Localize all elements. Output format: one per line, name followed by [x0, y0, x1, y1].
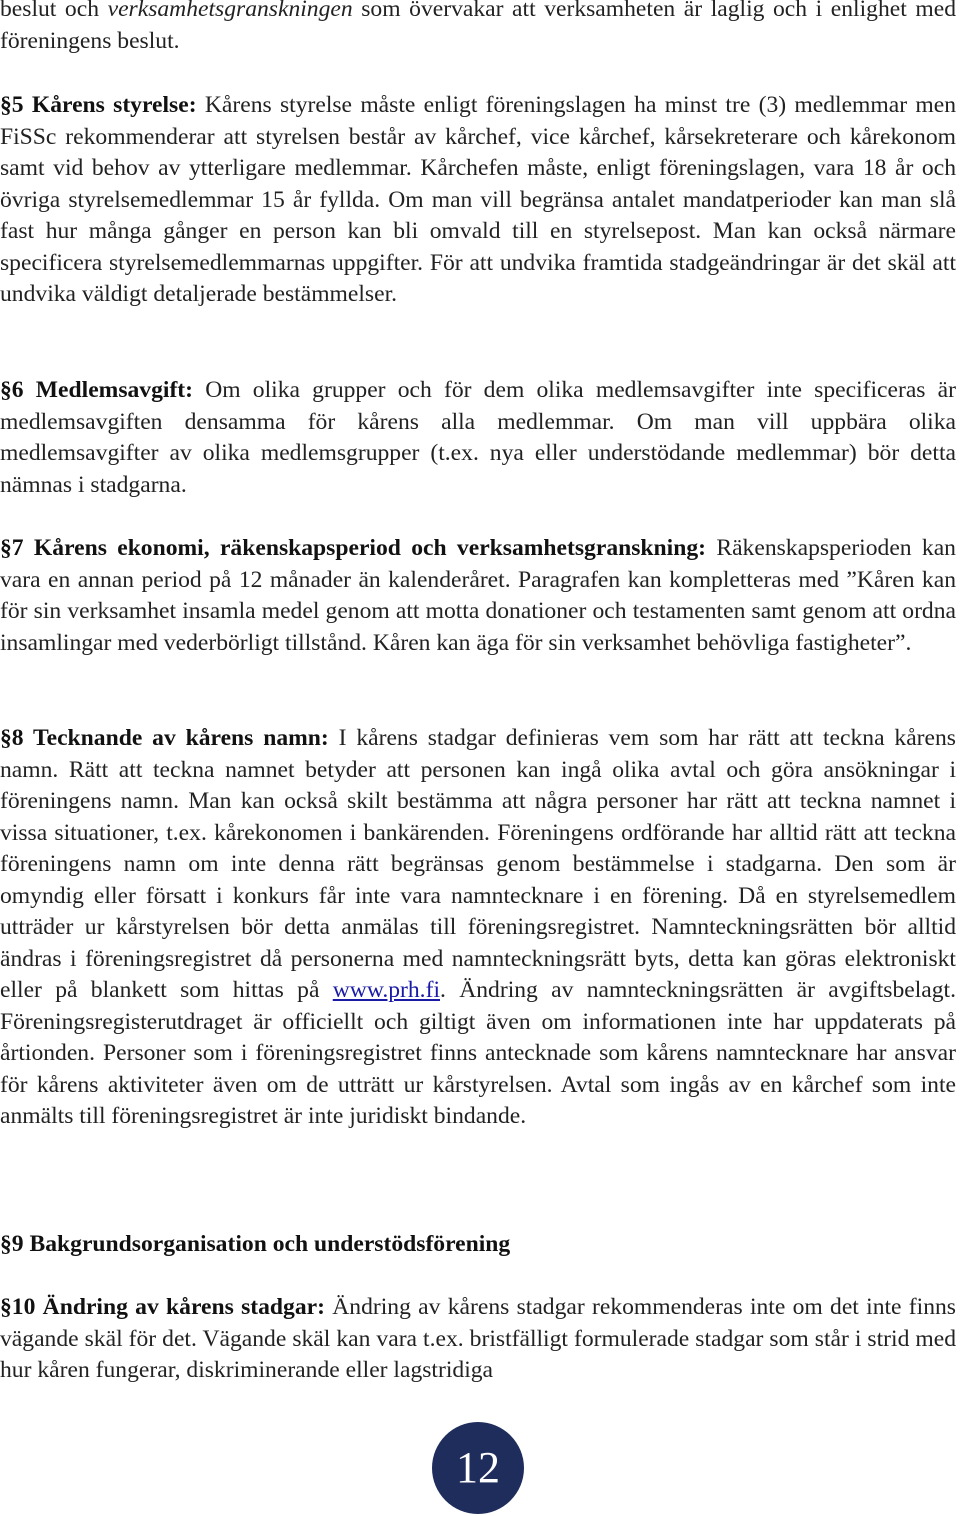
intro-paragraph — [0, 0, 956, 57]
section-7-body: Räkenskapsperioden kan vara en annan period på 12 månader än kalenderåret. Paragrafen kan kompletteras med ”Kåren kan för sin verksamhet insamla medel genom att motta donationer och testamenten samt genom att ordna insamlingar med vederbörligt tillstånd. Kåren kan äga för sin verksamhet behövliga fastigheter”. — [0, 535, 956, 656]
section-9-paragraph — [0, 1229, 956, 1261]
section-6-body: Om olika grupper och för dem olika medlemsavgifter inte specificeras är medlemsavgiften densamma för kårens alla medlemmar. Om man vill uppbära olika medlemsavgifter av olika medlemsgrupper (t.ex. nya eller understödande medlemmar) bör detta nämnas i stadgarna. — [0, 377, 957, 498]
section-7-heading: §7 Kårens ekonomi, räkenskapsperiod och verksamhetsgranskning: — [0, 535, 707, 561]
section-8-body-before-link: I kårens stadgar definieras vem som har rätt att teckna kårens namn. Rätt att teckna namnet betyder att personen kan ingå olika avtal och göra ansökningar i föreningens namn. Man kan också skilt bestämma att några personer har rätt att teckna namnet i vissa situationer, t.ex. kårekonomen i bankärenden. Föreningens ordförande har alltid rätt att teckna föreningens namn om inte denna rätt begränsas genom bestämmelse i stadgarna. Den som är omyndig eller försatt i konkurs får inte vara namntecknare i en förening. Då en styrelsemedlem utträder ur kårstyrelsen bör detta anmälas till föreningsregistret. Namnteckningsrätten bör alltid ändras i föreningsregistret då personerna med namnteckningsrätt byts, detta kan göras elektroniskt eller på blankett som hittas på — [0, 725, 956, 1003]
intro-text-before: beslut och — [0, 0, 108, 22]
section-5-paragraph — [0, 90, 956, 311]
section-6-paragraph — [0, 375, 956, 501]
section-10-body: Ändring av kårens stadgar rekommenderas inte om det inte finns vägande skäl för det. Vägande skäl kan vara t.ex. bristfälligt formulerade stadgar som står i strid med hur kåren fungerar, diskriminerande eller lagstridiga — [0, 1294, 956, 1383]
page-number: 12 — [456, 1443, 500, 1492]
page-number-badge — [432, 1422, 524, 1514]
section-10-heading: §10 Ändring av kårens stadgar: — [0, 1294, 325, 1320]
section-6-heading: §6 Medlemsavgift: — [0, 377, 194, 403]
section-5-heading: §5 Kårens styrelse: — [0, 92, 197, 118]
intro-text-after: som övervakar att verksamheten är laglig och i enlighet med föreningens beslut. — [0, 0, 956, 54]
section-8-body-after-link: . Ändring av namnteckningsrätten är avgiftsbelagt. Föreningsregisterutdraget är officiellt och giltigt även om informationen inte har uppdaterats på årtionden. Personer som i föreningsregistret finns antecknade som kårens namntecknare har ansvar för kårens aktiviteter även om de utträtt ur kårstyrelsen. Avtal som ingås av en kårchef som inte anmälts till föreningsregistret är inte juridiskt bindande. — [0, 977, 956, 1129]
section-7-paragraph — [0, 533, 956, 659]
section-8-heading: §8 Tecknande av kårens namn: — [0, 725, 329, 751]
section-5-body: Kårens styrelse måste enligt föreningslagen ha minst tre (3) medlemmar men FiSSc rekommenderar att styrelsen består av kårchef, vice kårchef, kårsekreterare och kårekonom samt vid behov av ytterligare medlemmar. Kårchefen måste, enligt föreningslagen, vara 18 år och övriga styrelsemedlemmar 15 år fyllda. Om man vill begränsa antalet mandatperioder kan man slå fast hur många gånger en person kan bli omvald till en styrelsepost. Man kan också närmare specificera styrelsemedlemmarnas uppgifter. För att undvika framtida stadgeändringar är det skäl att undvika väldigt detaljerade bestämmelser. — [0, 92, 956, 307]
section-8-paragraph — [0, 723, 956, 1133]
section-10-paragraph — [0, 1292, 956, 1387]
section-9-heading: §9 Bakgrundsorganisation och understödsförening — [0, 1231, 511, 1257]
prh-link[interactable]: www.prh.fi — [332, 977, 440, 1003]
intro-text-italic: verksamhetsgranskningen — [107, 0, 353, 22]
